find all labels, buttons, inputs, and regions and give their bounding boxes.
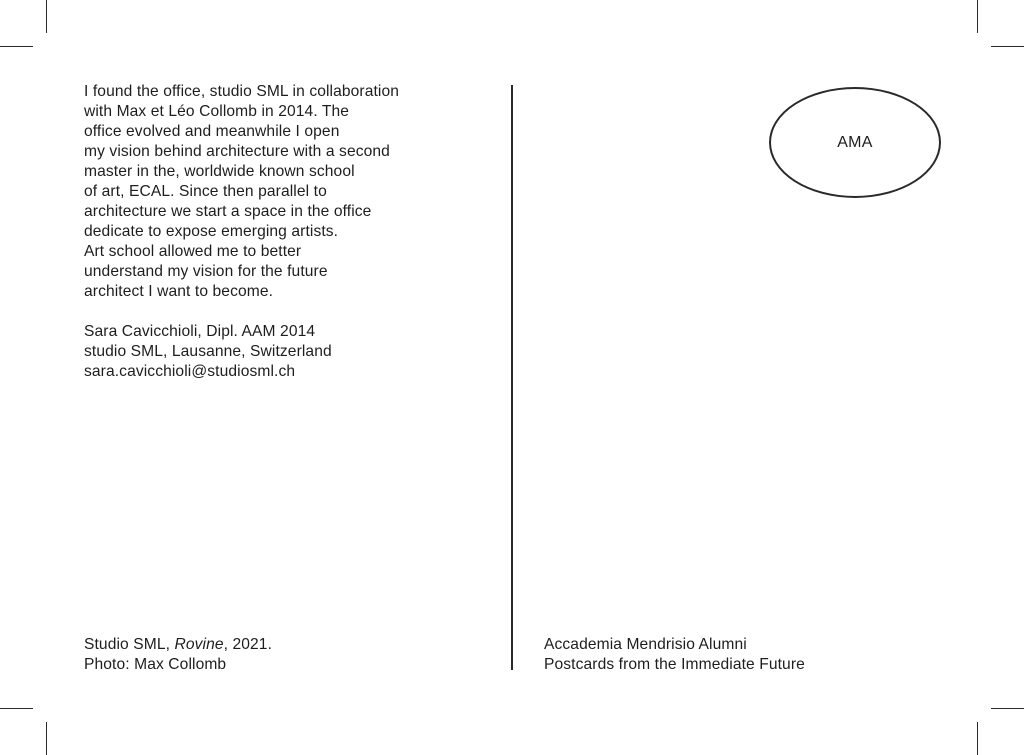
author-email: sara.cavicchioli@studiosml.ch xyxy=(84,363,296,380)
message-line: architect I want to become. xyxy=(84,283,274,300)
publisher-name: Accademia Mendrisio Alumni xyxy=(544,636,747,653)
postcard-message xyxy=(84,82,399,302)
postcard-divider xyxy=(511,85,513,670)
crop-mark-bottom-left-vertical xyxy=(46,722,47,755)
message-line: office evolved and meanwhile I open xyxy=(84,123,340,140)
crop-mark-top-left-horizontal xyxy=(0,46,33,47)
publisher-series: Postcards from the Immediate Future xyxy=(544,656,805,673)
crop-mark-top-right-vertical xyxy=(977,0,978,33)
caption-studio: Studio SML, xyxy=(84,636,175,653)
author-studio-line: studio SML, Lausanne, Switzerland xyxy=(84,343,332,360)
crop-mark-bottom-left-horizontal xyxy=(0,708,33,709)
message-line: dedicate to expose emerging artists. xyxy=(84,223,339,240)
message-line: with Max et Léo Collomb in 2014. The xyxy=(84,103,350,120)
caption-photo-credit: Photo: Max Collomb xyxy=(84,656,227,673)
image-caption xyxy=(84,635,272,675)
message-line: understand my vision for the future xyxy=(84,263,328,280)
message-line: architecture we start a space in the office xyxy=(84,203,372,220)
message-line: my vision behind architecture with a second xyxy=(84,143,390,160)
crop-mark-top-left-vertical xyxy=(46,0,47,33)
crop-mark-bottom-right-vertical xyxy=(977,722,978,755)
caption-title-line xyxy=(84,635,272,655)
message-line: master in the, worldwide known school xyxy=(84,163,355,180)
message-line: I found the office, studio SML in collaboration xyxy=(84,83,400,100)
crop-mark-bottom-right-horizontal xyxy=(991,708,1024,709)
message-line: Art school allowed me to better xyxy=(84,243,302,260)
author-signature xyxy=(84,322,332,382)
message-line: of art, ECAL. Since then parallel to xyxy=(84,183,327,200)
publisher-block xyxy=(544,635,805,675)
caption-year: , 2021. xyxy=(223,636,273,653)
caption-work-title: Rovine xyxy=(174,636,224,653)
crop-mark-top-right-horizontal xyxy=(991,46,1024,47)
stamp-label: AMA xyxy=(837,133,873,151)
author-name-line: Sara Cavicchioli, Dipl. AAM 2014 xyxy=(84,323,316,340)
stamp-oval xyxy=(769,87,941,198)
